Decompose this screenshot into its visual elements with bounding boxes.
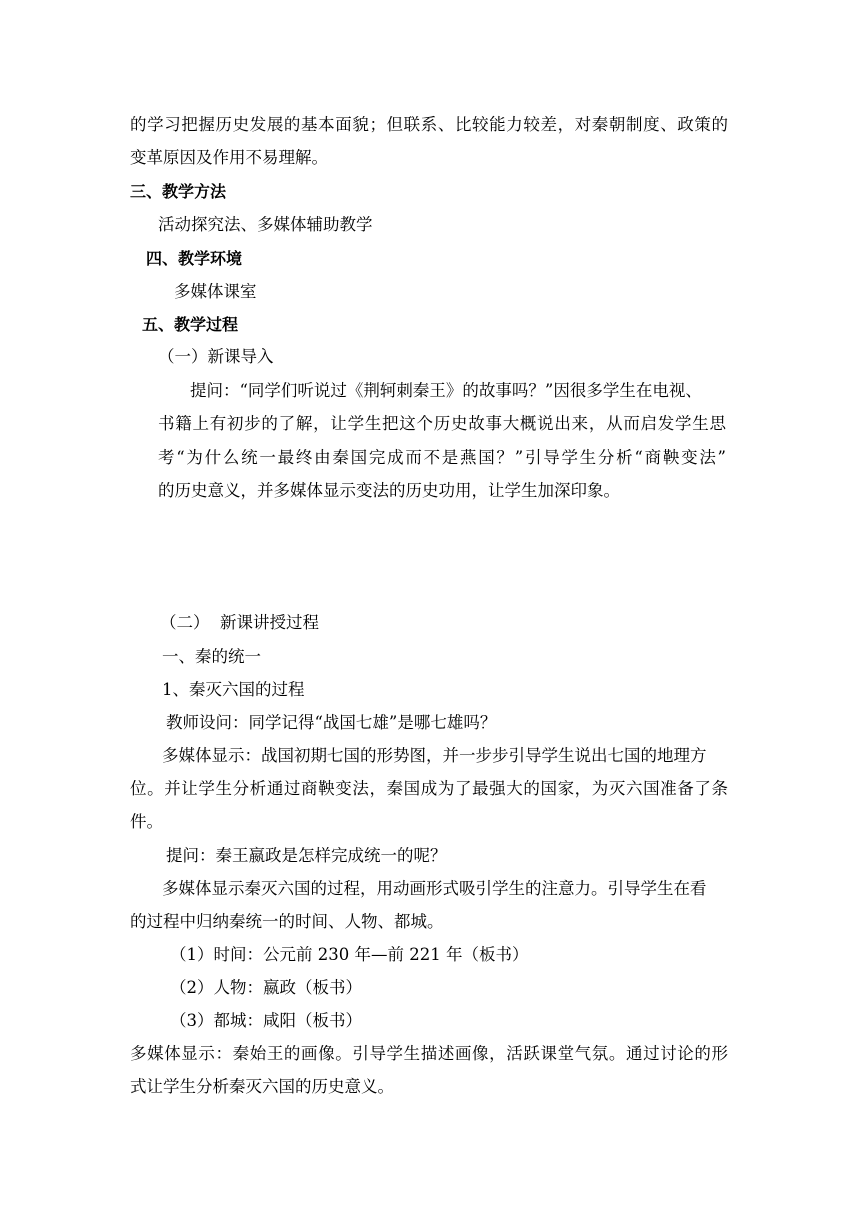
topic-subheading: 1、秦灭六国的过程 — [162, 680, 305, 699]
paragraph-line: 位。并让学生分析通过商鞅变法，秦国成为了最强大的国家，为灭六国准备了条 — [130, 779, 728, 798]
paragraph-line: 多媒体显示秦灭六国的过程，用动画形式吸引学生的注意力。引导学生在看 — [162, 879, 707, 898]
paragraph-line: 的学习把握历史发展的基本面貌；但联系、比较能力较差，对秦朝制度、政策的 — [130, 115, 728, 134]
paragraph-line: 件。 — [130, 812, 163, 831]
list-item: （3）都城：咸阳（板书） — [170, 1011, 362, 1030]
paragraph-line: 书籍上有初步的了解，让学生把这个历史故事大概说出来，从而启发学生思 — [158, 414, 726, 433]
section-heading-methods: 三、教学方法 — [130, 182, 227, 201]
paragraph-line: 活动探究法、多媒体辅助教学 — [158, 215, 373, 234]
list-item: （1）时间：公元前 230 年—前 221 年（板书） — [170, 945, 529, 964]
paragraph-line: 式让学生分析秦灭六国的历史意义。 — [130, 1077, 394, 1096]
paragraph-line: 考“为什么统一最终由秦国完成而不是燕国？”引导学生分析“商鞅变法” — [158, 448, 726, 467]
subsection-heading-intro: （一）新课导入 — [158, 347, 274, 366]
paragraph-line: 教师设问：同学记得“战国七雄”是哪七雄吗？ — [166, 713, 497, 732]
subsection-heading-teaching: （二） 新课讲授过程 — [160, 613, 319, 632]
paragraph-line: 多媒体显示：战国初期七国的形势图，并一步步引导学生说出七国的地理方 — [162, 746, 707, 765]
topic-heading: 一、秦的统一 — [162, 647, 261, 666]
paragraph-line: 提问：秦王嬴政是怎样完成统一的呢？ — [166, 846, 447, 865]
section-heading-process: 五、教学过程 — [142, 315, 239, 334]
paragraph-line: 提问：“同学们听说过《荆轲刺秦王》的故事吗？”因很多学生在电视、 — [190, 381, 702, 400]
paragraph-line: 的历史意义，并多媒体显示变法的历史功用，让学生加深印象。 — [158, 481, 620, 500]
paragraph-line: 多媒体显示：秦始王的画像。引导学生描述画像，活跃课堂气氛。通过讨论的形 — [130, 1044, 728, 1063]
paragraph-line: 变革原因及作用不易理解。 — [130, 148, 328, 167]
paragraph-line: 的过程中归纳秦统一的时间、人物、都城。 — [130, 912, 444, 931]
list-item: （2）人物：嬴政（板书） — [170, 978, 362, 997]
section-heading-environment: 四、教学环境 — [146, 249, 243, 268]
paragraph-line: 多媒体课室 — [174, 282, 257, 301]
